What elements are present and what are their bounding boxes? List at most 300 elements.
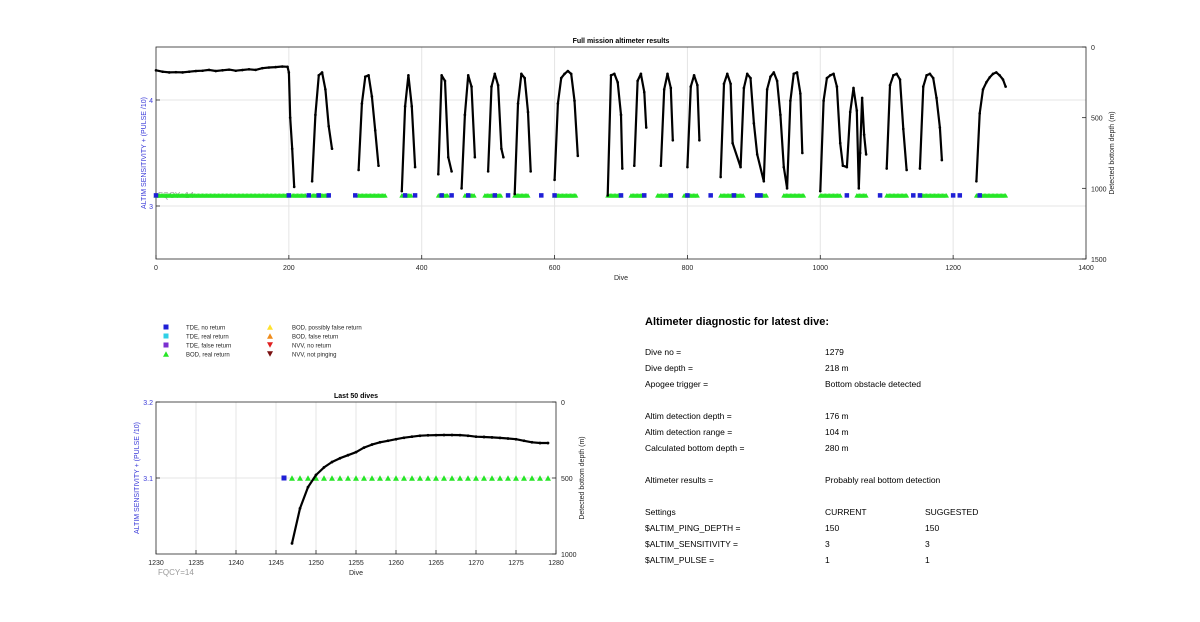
bottom-depth-line [156,67,1006,196]
x-tick-label: 1265 [428,560,444,567]
x-tick-label: 1245 [268,560,284,567]
bottom-depth-point [663,88,666,91]
x-axis-label: Dive [348,570,364,577]
bottom-depth-point [291,542,294,545]
bottom-depth-point [411,435,414,438]
bottom-depth-point [443,434,446,437]
bottom-depth-point [905,169,908,172]
settings-header-suggested: SUGGESTED [925,507,979,517]
x-axis-label: Dive [613,275,629,282]
bottom-depth-point [643,91,646,94]
y-left-tick-label: 3.1 [143,476,153,483]
bottom-depth-point [523,77,526,80]
settings-suggested: 1 [925,555,930,565]
bottom-depth-point [861,97,864,100]
tde-no-return-marker [642,193,647,198]
settings-label: $ALTIM_PING_DEPTH = [645,523,741,533]
bottom-depth-point [347,454,350,457]
bottom-depth-point [261,67,264,70]
diagnostic-value: 104 m [825,427,849,437]
x-tick-label: 1240 [228,560,244,567]
bottom-depth-point [560,77,563,80]
bottom-depth-point [723,82,726,85]
bottom-depth-point [311,180,314,183]
diagnostic-label: Apogee trigger = [645,379,709,389]
bottom-depth-point [982,88,985,91]
bottom-depth-point [686,166,689,169]
bottom-depth-point [268,66,271,69]
y-left-tick-label: 3 [149,204,153,211]
bottom-depth-point [497,84,500,87]
bottom-depth-point [379,441,382,444]
bottom-depth-point [367,74,370,77]
bottom-depth-point [475,435,478,438]
bottom-depth-point [606,194,609,197]
y-right-tick-label: 1000 [1091,186,1107,194]
bottom-depth-point [726,73,729,76]
bottom-depth-point [919,167,922,170]
bottom-depth-point [464,114,467,117]
bottom-depth-point [832,73,835,76]
bottom-depth-point [935,97,938,100]
legend-label: BOD, possibly false return [292,325,362,332]
bottom-depth-point [616,81,619,84]
bottom-depth-point [221,69,224,72]
diagnostic-label: Altimeter results = [645,475,714,485]
bottom-depth-point [447,156,450,159]
tde-no-return-marker [951,193,956,198]
bottom-depth-point [314,114,317,117]
diagnostic-value: 218 m [825,363,849,373]
settings-header-label: Settings [645,507,676,517]
bottom-depth-point [939,126,942,129]
bottom-depth-point [988,76,991,79]
tde-no-return-marker [439,193,444,198]
diagnostic-label: Altim detection depth = [645,411,732,421]
bottom-depth-point [743,87,746,90]
bottom-depth-point [355,451,358,454]
bottom-depth-point [749,77,752,80]
bottom-depth-point [613,73,616,76]
bottom-depth-point [188,70,191,73]
bottom-depth-point [467,74,470,77]
legend-label: NVV, not pinging [292,352,337,359]
bottom-depth-point [339,457,342,460]
bottom-depth-point [819,190,822,193]
diagnostic-label: Calculated bottom depth = [645,443,745,453]
bottom-depth-point [529,170,532,173]
y-right-axis-label: Detected bottom depth (m) [579,436,586,520]
bottom-depth-point [274,66,277,69]
bottom-depth-point [357,169,360,172]
bottom-depth-point [846,166,849,169]
bottom-depth-point [459,434,462,437]
bottom-depth-point [865,153,868,156]
bottom-depth-point [689,85,692,88]
x-tick-label: 1230 [148,560,164,567]
bottom-depth-point [610,74,613,77]
bottom-depth-point [899,78,902,81]
x-tick-label: 1250 [308,560,324,567]
bottom-depth-point [214,70,217,73]
y-left-axis-label: ALTIM SENSITIVITY + (PULSE /10) [134,422,141,534]
diagnostic-label: Dive no = [645,347,682,357]
bottom-depth-point [254,69,257,72]
last-50-dives-chart [134,393,586,577]
tde-no-return-marker [539,193,544,198]
bottom-depth-point [1004,85,1007,88]
x-tick-label: 800 [681,265,694,272]
tde-no-return-marker [307,193,312,198]
legend-marker-square [164,343,169,348]
bottom-depth-point [859,152,862,155]
diagnostic-value: 176 m [825,411,849,421]
tde-no-return-marker [493,193,498,198]
bottom-depth-point [361,102,364,105]
tde-no-return-marker [958,193,963,198]
bottom-depth-point [321,71,324,74]
bottom-depth-point [371,95,374,98]
bottom-depth-point [195,70,198,73]
y-right-tick-label: 500 [561,476,573,483]
bottom-depth-point [836,85,839,88]
bottom-depth-point [419,434,422,437]
bottom-depth-point [769,75,772,78]
bottom-depth-point [377,164,380,167]
x-tick-label: 200 [283,265,295,272]
settings-suggested: 3 [925,539,930,549]
legend-label: TDE, false return [186,343,232,350]
bottom-depth-point [829,74,832,77]
bottom-depth-point [293,186,296,189]
bottom-depth-point [248,68,251,71]
bottom-depth-point [407,74,410,77]
bottom-depth-point [241,69,244,72]
bottom-depth-point [234,69,237,72]
bottom-depth-line [292,435,548,543]
tde-no-return-marker [154,193,159,198]
x-tick-label: 1235 [188,560,204,567]
tde-no-return-marker [353,193,358,198]
bottom-depth-point [640,73,643,76]
bottom-depth-point [410,105,413,108]
y-left-tick-label: 3.2 [143,400,153,407]
bottom-depth-point [698,139,701,142]
legend-label: NVV, no return [292,343,332,350]
bottom-depth-point [902,128,905,131]
bottom-depth-point [208,69,211,72]
x-tick-label: 1270 [468,560,484,567]
bottom-depth-point [317,74,320,77]
tde-no-return-marker [282,476,287,481]
bottom-depth-point [567,70,570,73]
bottom-depth-point [515,438,518,441]
bottom-depth-point [491,436,494,439]
bottom-depth-point [374,129,377,132]
bottom-depth-point [520,73,523,76]
bottom-depth-point [201,69,204,72]
bottom-depth-point [929,73,932,76]
bottom-depth-point [281,65,284,68]
bottom-depth-point [175,71,178,74]
y-right-tick-label: 1000 [561,552,577,559]
bottom-depth-point [289,116,292,119]
bottom-depth-point [487,170,490,173]
tde-no-return-marker [317,193,322,198]
legend-marker-triangle [163,351,169,356]
bottom-depth-point [500,147,503,150]
bottom-depth-point [527,111,530,114]
bottom-depth-point [387,439,390,442]
tde-no-return-marker [403,193,408,198]
bottom-depth-point [776,80,779,83]
bottom-depth-point [932,77,935,80]
x-tick-label: 1255 [348,560,364,567]
bottom-depth-point [547,442,550,445]
bottom-depth-point [992,73,995,76]
legend-marker-triangle [267,324,273,329]
bottom-depth-point [507,437,510,440]
bottom-depth-point [633,164,636,167]
bottom-depth-point [1002,78,1005,81]
tde-no-return-marker [708,193,713,198]
bottom-depth-point [670,87,673,90]
bottom-depth-point [975,180,978,183]
bottom-depth-point [799,92,802,95]
bottom-depth-point [440,74,443,77]
legend-label: BOD, false return [292,334,339,341]
y-right-tick-label: 0 [1091,45,1095,52]
y-right-tick-label: 500 [1091,115,1103,123]
x-tick-label: 1400 [1078,265,1094,272]
bottom-depth-point [523,439,526,442]
tde-no-return-marker [911,193,916,198]
bottom-depth-point [941,159,944,162]
legend-marker-triangle [267,333,273,338]
bottom-depth-point [729,82,732,85]
bottom-depth-point [822,99,825,102]
tde-no-return-marker [326,193,331,198]
bottom-depth-point [315,474,318,477]
bottom-depth-point [499,436,502,439]
legend-marker-square [164,334,169,339]
bottom-depth-point [557,102,560,105]
bottom-depth-point [404,105,407,108]
bottom-depth-point [922,85,925,88]
bottom-depth-point [779,114,782,117]
bottom-depth-point [437,173,440,176]
bottom-depth-point [470,85,473,88]
tde-no-return-marker [758,193,763,198]
bottom-depth-point [288,71,291,74]
bottom-depth-point [563,73,566,76]
bottom-depth-point [789,99,792,102]
bottom-depth-point [621,167,624,170]
x-tick-label: 400 [415,265,428,272]
bottom-depth-point [998,74,1001,77]
tde-no-return-marker [552,193,557,198]
diagnostic-label: Dive depth = [645,363,693,373]
bottom-depth-point [863,133,866,136]
bottom-depth-point [299,507,302,510]
bottom-depth-point [577,155,580,158]
tde-no-return-marker [845,193,850,198]
bottom-depth-point [801,152,804,155]
bottom-depth-point [753,122,756,125]
bottom-depth-point [772,71,775,74]
bottom-depth-point [719,176,722,179]
diagnostic-value: Bottom obstacle detected [825,379,921,389]
diagnostic-label: Altim detection range = [645,427,733,437]
bottom-depth-point [474,156,477,159]
bottom-depth-point [792,73,795,76]
legend-label: BOD, real return [186,352,230,359]
bottom-depth-point [444,80,447,83]
bottom-depth-point [450,170,453,173]
bottom-depth-point [620,114,623,117]
bottom-depth-point [570,73,573,76]
bottom-depth-point [181,71,184,74]
x-tick-label: 1000 [812,265,829,272]
bottom-depth-point [856,109,859,112]
bottom-depth-point [451,434,454,437]
bottom-depth-point [782,166,785,169]
bottom-depth-point [978,112,981,115]
legend-label: TDE, no return [186,325,226,332]
bottom-depth-point [756,153,759,156]
bottom-depth-point [985,81,988,84]
bottom-depth-point [995,71,998,74]
x-tick-label: 1200 [945,265,961,272]
bottom-depth-point [539,442,542,445]
tde-no-return-marker [449,193,454,198]
diagnostic-value: Probably real bottom detection [825,475,941,485]
x-tick-label: 1275 [508,560,524,567]
tde-no-return-marker [977,193,982,198]
bottom-depth-point [852,87,855,90]
bottom-depth-point [786,187,789,190]
bottom-depth-point [693,74,696,77]
bottom-depth-point [427,434,430,437]
bottom-depth-point [331,147,334,150]
diagnostic-title: Altimeter diagnostic for latest dive: [645,316,829,328]
legend [163,324,362,358]
y-right-axis-label: Detected bottom depth (m) [1109,111,1116,195]
bottom-depth-point [517,102,520,105]
bottom-depth-point [858,187,861,190]
bottom-depth-point [414,166,417,169]
x-tick-label: 0 [154,265,158,272]
bottom-depth-point [660,164,663,167]
bottom-depth-point [925,74,928,77]
bottom-depth-point [739,166,742,169]
bottom-depth-point [460,187,463,190]
bottom-depth-point [324,88,327,91]
bottom-depth-point [395,438,398,441]
bottom-depth-point [885,167,888,170]
settings-label: $ALTIM_SENSITIVITY = [645,539,738,549]
y-right-tick-label: 0 [561,400,565,407]
full-mission-chart [141,38,1116,282]
settings-current: 150 [825,523,840,533]
bottom-depth-point [363,446,366,449]
bottom-depth-point [645,126,648,129]
bottom-depth-point [766,88,769,91]
tde-no-return-marker [466,193,471,198]
y-left-axis-label: ALTIM SENSITIVITY + (PULSE /10) [141,97,148,209]
bottom-depth-point [849,111,852,114]
legend-marker-square [164,325,169,330]
bottom-depth-point [696,84,699,87]
settings-header-current: CURRENT [825,507,867,517]
bottom-depth-point [763,180,766,183]
tde-no-return-marker [619,193,624,198]
x-tick-label: 1280 [548,560,564,567]
settings-label: $ALTIM_PULSE = [645,555,715,565]
bottom-depth-point [168,71,171,74]
bottom-depth-point [155,69,158,72]
legend-marker-triangle [267,351,273,356]
bottom-depth-point [228,68,231,71]
bottom-depth-point [490,85,493,88]
bottom-depth-point [403,436,406,439]
bottom-depth-point [161,70,164,73]
bottom-depth-point [826,77,829,80]
bottom-depth-point [467,434,470,437]
diagnostic-value: 280 m [825,443,849,453]
bottom-depth-point [573,99,576,102]
diagnostic-value: 1279 [825,347,844,357]
bottom-depth-point [513,193,516,196]
settings-suggested: 150 [925,523,940,533]
bottom-depth-point [323,466,326,469]
bottom-depth-point [307,486,310,489]
fqcy-annotation: FQCY=14 [158,568,194,577]
bottom-depth-point [291,147,294,150]
bottom-depth-point [892,74,895,77]
bottom-depth-point [371,443,374,446]
bottom-depth-point [531,441,534,444]
bottom-depth-point [435,434,438,437]
bottom-depth-point [666,73,669,76]
bottom-depth-point [331,461,334,464]
tde-no-return-marker [918,193,923,198]
legend-label: TDE, real return [186,334,229,341]
x-tick-label: 1260 [388,560,404,567]
settings-current: 3 [825,539,830,549]
bottom-depth-point [483,436,486,439]
bottom-depth-point [895,73,898,76]
x-tick-label: 600 [548,265,561,272]
chart-title: Last 50 dives [334,393,378,400]
bottom-depth-point [889,84,892,87]
legend-marker-triangle [267,342,273,347]
bottom-depth-point [400,190,403,193]
tde-no-return-marker [506,193,511,198]
bottom-depth-point [746,73,749,76]
bottom-depth-point [731,142,734,145]
tde-no-return-marker [287,193,292,198]
y-right-tick-label: 1500 [1091,257,1107,264]
bottom-depth-point [672,139,675,142]
bottom-depth-point [502,156,505,159]
bottom-depth-point [553,179,556,182]
chart-title: Full mission altimeter results [572,38,670,45]
bottom-depth-point [327,125,330,128]
bottom-depth-point [842,164,845,167]
tde-no-return-marker [669,193,674,198]
bottom-depth-point [493,73,496,76]
